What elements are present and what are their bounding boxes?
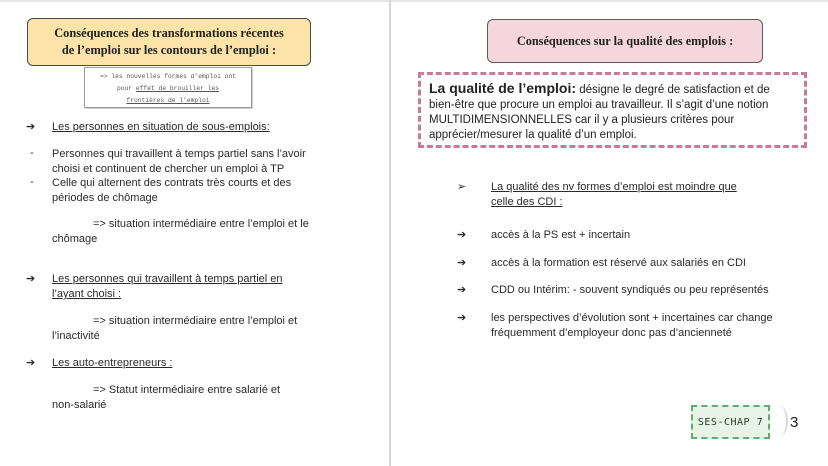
s1-item1: Personnes qui travaillent à temps partiel sans l’avoir choisi et continuent de chercher un emploi à TP	[52, 148, 306, 175]
s2-heading-line1: Les personnes qui travaillent à temps partiel en	[52, 273, 283, 285]
s1-heading: Les personnes en situation de sous-emplois:	[52, 121, 270, 133]
arrow-icon: ➔	[457, 312, 467, 324]
arrowhead-bullet-icon: ➢	[457, 181, 467, 193]
arrow-icon: ➔	[457, 229, 467, 241]
left-title-line1: Conséquences des transformations récentes	[54, 26, 284, 40]
arrow-icon: ➔	[26, 121, 36, 133]
arrow-icon: ➔	[457, 284, 467, 296]
chapter-stamp-label: SES-CHAP 7	[697, 416, 764, 428]
bullet-4-line2: fréquemment d’employeur donc pas d’ancienneté	[491, 327, 732, 339]
page-curl-icon	[772, 406, 788, 436]
definition-box	[418, 72, 807, 148]
arrow-icon: ➔	[26, 357, 36, 369]
note-line3: frontières de l’emploi	[126, 97, 210, 104]
dash-icon: -	[30, 147, 34, 159]
s2-heading-line2: l’ayant choisi :	[52, 288, 122, 300]
page-number: 3	[790, 414, 799, 431]
s2-result-line1: => situation intermédiaire entre l’emploi et	[93, 315, 298, 327]
bullet-4-line1: les perspectives d’évolution sont + incertaines car change	[491, 312, 773, 324]
s3-result-line2: non-salarié	[52, 399, 107, 411]
arrow-icon: ➔	[457, 257, 467, 269]
right-title-box	[487, 19, 763, 63]
s1-result-line2: chômage	[52, 233, 98, 245]
s1-result-line1: => situation intermédiaire entre l’emploi et le	[93, 218, 309, 230]
handwritten-note-box	[84, 67, 252, 108]
chapter-stamp	[691, 405, 770, 439]
dash-icon: -	[30, 176, 34, 188]
bullet-2: accès à la formation est réservé aux salariés en CDI	[491, 257, 746, 269]
bullet-3: CDD ou Intérim: - souvent syndiqués ou peu représentés	[491, 284, 769, 296]
s3-result-line1: => Statut intermédiaire entre salarié et	[93, 384, 281, 396]
note-line2-underlined: effet de brouiller les	[135, 85, 220, 92]
s1-item2: Celle qui alternent des contrats très courts et des périodes de chômage	[52, 177, 292, 204]
note-line1: => les nouvelles formes d’emploi ont	[99, 73, 237, 80]
arrow-icon: ➔	[26, 273, 36, 285]
s3-heading: Les auto-entrepreneurs :	[52, 357, 173, 369]
page-divider	[389, 0, 391, 466]
note-line2	[85, 83, 251, 95]
top-border	[0, 0, 828, 2]
note-line2-pre: pour	[116, 85, 136, 92]
left-title-line2: de l’emploi sur les contours de l’emploi :	[61, 43, 277, 57]
main-point-line2: celle des CDI :	[491, 196, 563, 208]
bullet-1: accès à la PS est + incertain	[491, 229, 631, 241]
definition-text: désigne le degré de satisfaction et de bien-être que procure un emploi au travailleur. Il s’agit d’une notion MULTIDIMENSIONNELLES car il y a plusieurs critères pour apprécier/mesurer la qualité d’un emploi.	[429, 84, 770, 141]
left-title-box	[27, 18, 311, 66]
definition-term: La qualité de l’emploi:	[429, 80, 577, 96]
main-point-line1: La qualité des nv formes d’emploi est moindre que	[491, 181, 737, 193]
s2-result-line2: l’inactivité	[52, 330, 100, 342]
right-title: Conséquences sur la qualité des emplois :	[516, 33, 734, 48]
